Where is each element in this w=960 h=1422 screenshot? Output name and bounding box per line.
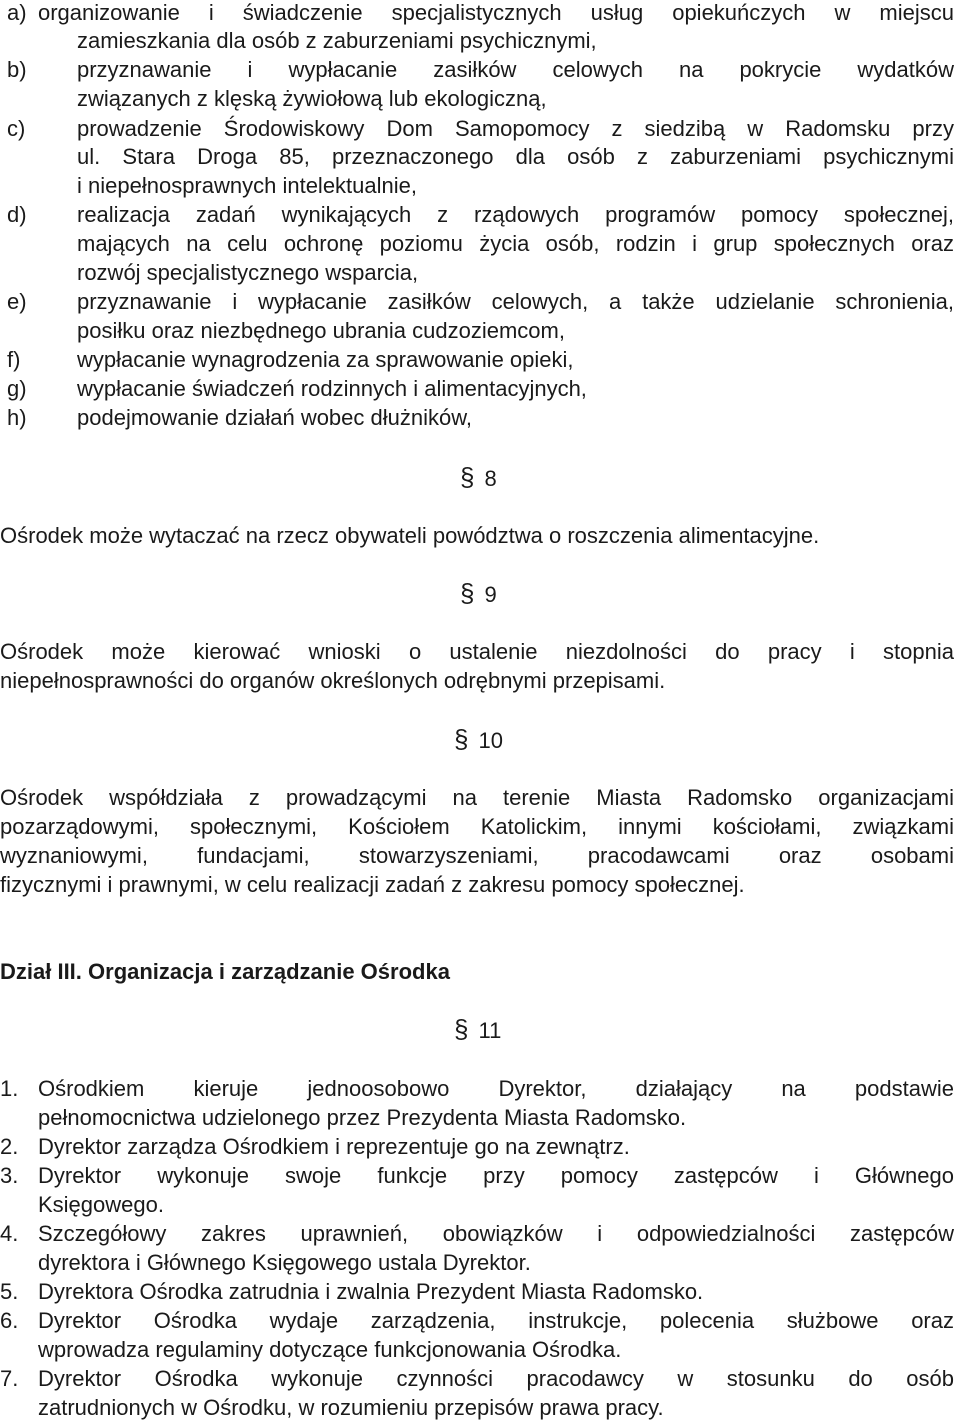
section-symbol: § (454, 1014, 469, 1044)
list-item-label: g) (7, 376, 27, 401)
list-item-line: Szczegółowy zakres uprawnień, obowiązków i odpowiedzialności zastępców (38, 1221, 954, 1246)
list-item-line: przyznawanie i wypłacanie zasiłków celowych na pokrycie wydatków (77, 57, 954, 82)
list-item-line: wypłacanie wynagrodzenia za sprawowanie opieki, (77, 347, 574, 372)
list-item-line: posiłku oraz niezbędnego ubrania cudzoziemcom, (77, 318, 565, 343)
list-item-line: prowadzenie Środowiskowy Dom Samopomocy z siedzibą w Radomsku przy (77, 116, 954, 141)
list-item-line: mających na celu ochronę poziomu życia osób, rodzin i grup społecznych oraz (77, 231, 954, 256)
paragraph-line: Ośrodek może kierować wnioski o ustalenie niezdolności do pracy i stopnia (0, 639, 954, 664)
section-symbol: § (460, 578, 475, 608)
list-item-label: 5. (0, 1279, 19, 1304)
list-item-line: organizowanie i świadczenie specjalistycznych usług opiekuńczych w miejscu (38, 0, 954, 25)
section-symbol: § (460, 462, 475, 492)
list-item-label: h) (7, 405, 27, 430)
list-item-label: 3. (0, 1163, 19, 1188)
section-number: 10 (478, 728, 503, 753)
list-item-label: b) (7, 57, 27, 82)
paragraph-line: fizycznymi i prawnymi, w celu realizacji zadań z zakresu pomocy społecznej. (0, 872, 745, 897)
section-heading (454, 1015, 501, 1045)
list-item-line: dyrektora i Głównego Księgowego ustala Dyrektor. (38, 1250, 531, 1275)
list-item-line: Dyrektor Ośrodka wydaje zarządzenia, instrukcje, polecenia służbowe oraz (38, 1308, 954, 1333)
list-item-line: ul. Stara Droga 85, przeznaczonego dla osób z zaburzeniami psychicznymi (77, 144, 954, 169)
list-item-label: f) (7, 347, 21, 372)
section-symbol: § (454, 724, 469, 754)
list-item-label: 2. (0, 1134, 19, 1159)
list-item-line: przyznawanie i wypłacanie zasiłków celowych, a także udzielanie schronienia, (77, 289, 954, 314)
list-item-line: Dyrektor zarządza Ośrodkiem i reprezentuje go na zewnątrz. (38, 1134, 630, 1159)
list-item-line: Dyrektor Ośrodka wykonuje czynności pracodawcy w stosunku do osób (38, 1366, 954, 1391)
paragraph-line: pozarządowymi, społecznymi, Kościołem Katolickim, innymi kościołami, związkami (0, 814, 954, 839)
chapter-heading: Dział III. Organizacja i zarządzanie Ośrodka (0, 959, 450, 984)
section-number: 11 (478, 1018, 502, 1043)
list-item-line: podejmowanie działań wobec dłużników, (77, 405, 473, 430)
list-item-line: zatrudnionych w Ośrodku, w rozumieniu przepisów prawa pracy. (38, 1395, 664, 1420)
list-item-line: realizacja zadań wynikających z rządowych programów pomocy społecznej, (77, 202, 954, 227)
list-item-line: rozwój specjalistycznego wsparcia, (77, 260, 419, 285)
list-item-label: d) (7, 202, 27, 227)
list-item-line: związanych z klęską żywiołową lub ekologiczną, (77, 86, 547, 111)
list-item-line: Dyrektor wykonuje swoje funkcje przy pomocy zastępców i Głównego (38, 1163, 954, 1188)
list-item-line: wprowadza regulaminy dotyczące funkcjonowania Ośrodka. (38, 1337, 622, 1362)
list-item-line: i niepełnosprawnych intelektualnie, (77, 173, 417, 198)
list-item-label: 7. (0, 1366, 19, 1391)
list-item-line: zamieszkania dla osób z zaburzeniami psychicznymi, (77, 28, 597, 53)
section-heading (460, 579, 497, 609)
list-item-line: Ośrodkiem kieruje jednoosobowo Dyrektor, działający na podstawie (38, 1076, 954, 1101)
list-item-line: Księgowego. (38, 1192, 164, 1217)
section-number: 8 (484, 466, 497, 491)
list-item-line: Dyrektora Ośrodka zatrudnia i zwalnia Prezydent Miasta Radomsko. (38, 1279, 704, 1304)
list-item-line: pełnomocnictwa udzielonego przez Prezydenta Miasta Radomsko. (38, 1105, 687, 1130)
list-item-label: c) (7, 116, 26, 141)
list-item-label: 4. (0, 1221, 19, 1246)
paragraph-line: Ośrodek współdziała z prowadzącymi na terenie Miasta Radomsko organizacjami (0, 785, 954, 810)
list-item-label: a) (7, 0, 27, 25)
paragraph-line: niepełnosprawności do organów określonych odrębnymi przepisami. (0, 668, 666, 693)
list-item-label: 1. (0, 1076, 19, 1101)
paragraph-line: Ośrodek może wytaczać na rzecz obywateli powództwa o roszczenia alimentacyjne. (0, 523, 820, 548)
section-number: 9 (484, 582, 497, 607)
section-heading (460, 463, 497, 493)
list-item-label: e) (7, 289, 27, 314)
list-item-line: wypłacanie świadczeń rodzinnych i alimentacyjnych, (77, 376, 587, 401)
list-item-label: 6. (0, 1308, 19, 1333)
section-heading (454, 725, 503, 755)
paragraph-line: wyznaniowymi, fundacjami, stowarzyszeniami, pracodawcami oraz osobami (0, 843, 954, 868)
